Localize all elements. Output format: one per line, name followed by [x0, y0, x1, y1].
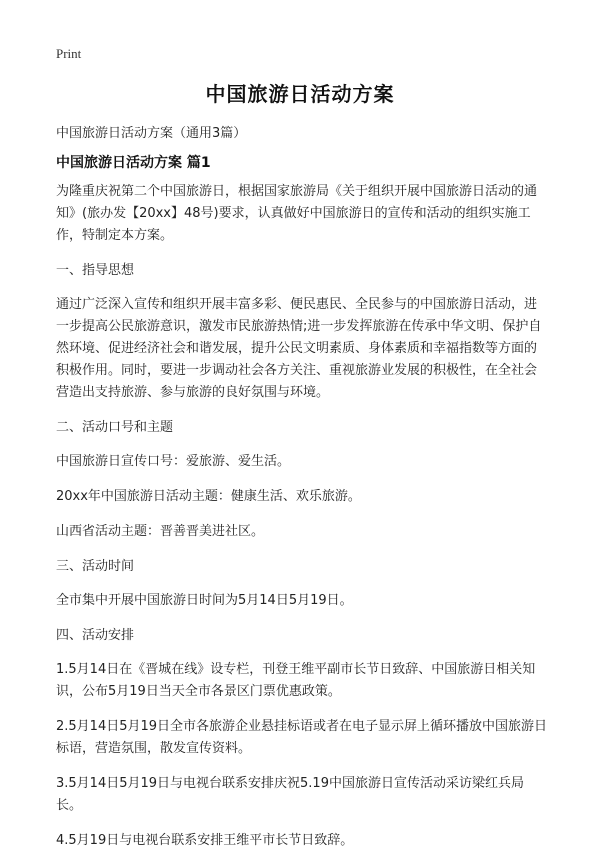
page-title: 中国旅游日活动方案: [205, 82, 395, 106]
paragraph-intro: 为隆重庆祝第二个中国旅游日，根据国家旅游局《关于组织开展中国旅游日活动的通知》(旅办发【20xx】48号)要求，认真做好中国旅游日的宣传和活动的组织实施工作，特制定本方案。: [56, 184, 538, 243]
heading-activity-time: 三、活动时间: [56, 559, 135, 574]
heading-guiding-ideology: 一、指导思想: [56, 263, 135, 278]
heading-slogan-theme: 二、活动口号和主题: [56, 420, 174, 435]
heading-activity-arrangement: 四、活动安排: [56, 628, 135, 643]
paragraph-national-theme: 20xx年中国旅游日活动主题：健康生活、欢乐旅游。: [56, 489, 361, 504]
paragraph-slogan: 中国旅游日宣传口号：爱旅游、爱生活。: [56, 454, 291, 469]
print-link[interactable]: Print: [56, 46, 82, 61]
list-item: 3.5月14日5月19日与电视台联系安排庆祝5.19中国旅游日宣传活动采访梁红兵局长。: [56, 776, 524, 813]
list-item: 1.5月14日在《晋城在线》设专栏，刊登王维平副市长节日致辞、中国旅游日相关知识，公布5月19日当天全市各景区门票优惠政策。: [56, 662, 536, 699]
list-item: 2.5月14日5月19日全市各旅游企业悬挂标语或者在电子显示屏上循环播放中国旅游日标语，营造氛围，散发宣传资料。: [56, 719, 548, 756]
document-body: [56, 181, 548, 865]
paragraph-activity-time: 全市集中开展中国旅游日时间为5月14日5月19日。: [56, 593, 353, 608]
paragraph-guiding-ideology: 通过广泛深入宣传和组织开展丰富多彩、便民惠民、全民参与的中国旅游日活动，进一步提高公民旅游意识，激发市民旅游热情;进一步发挥旅游在传承中华文明、保护自然环境、促进经济社会和谐发展，提升公民文明素质、身体素质和幸福指数等方面的积极作用。同时，要进一步调动社会各方关注、重视旅游业发展的积极性，在全社会营造出支持旅游、参与旅游的良好氛围与环境。: [56, 297, 542, 400]
paragraph-province-theme: 山西省活动主题：晋善晋美进社区。: [56, 524, 265, 539]
list-item: 4.5月19日与电视台联系安排王维平市长节日致辞。: [56, 833, 354, 848]
document-subtitle: 中国旅游日活动方案（通用3篇）: [56, 126, 247, 141]
section-title: 中国旅游日活动方案 篇1: [56, 155, 211, 171]
